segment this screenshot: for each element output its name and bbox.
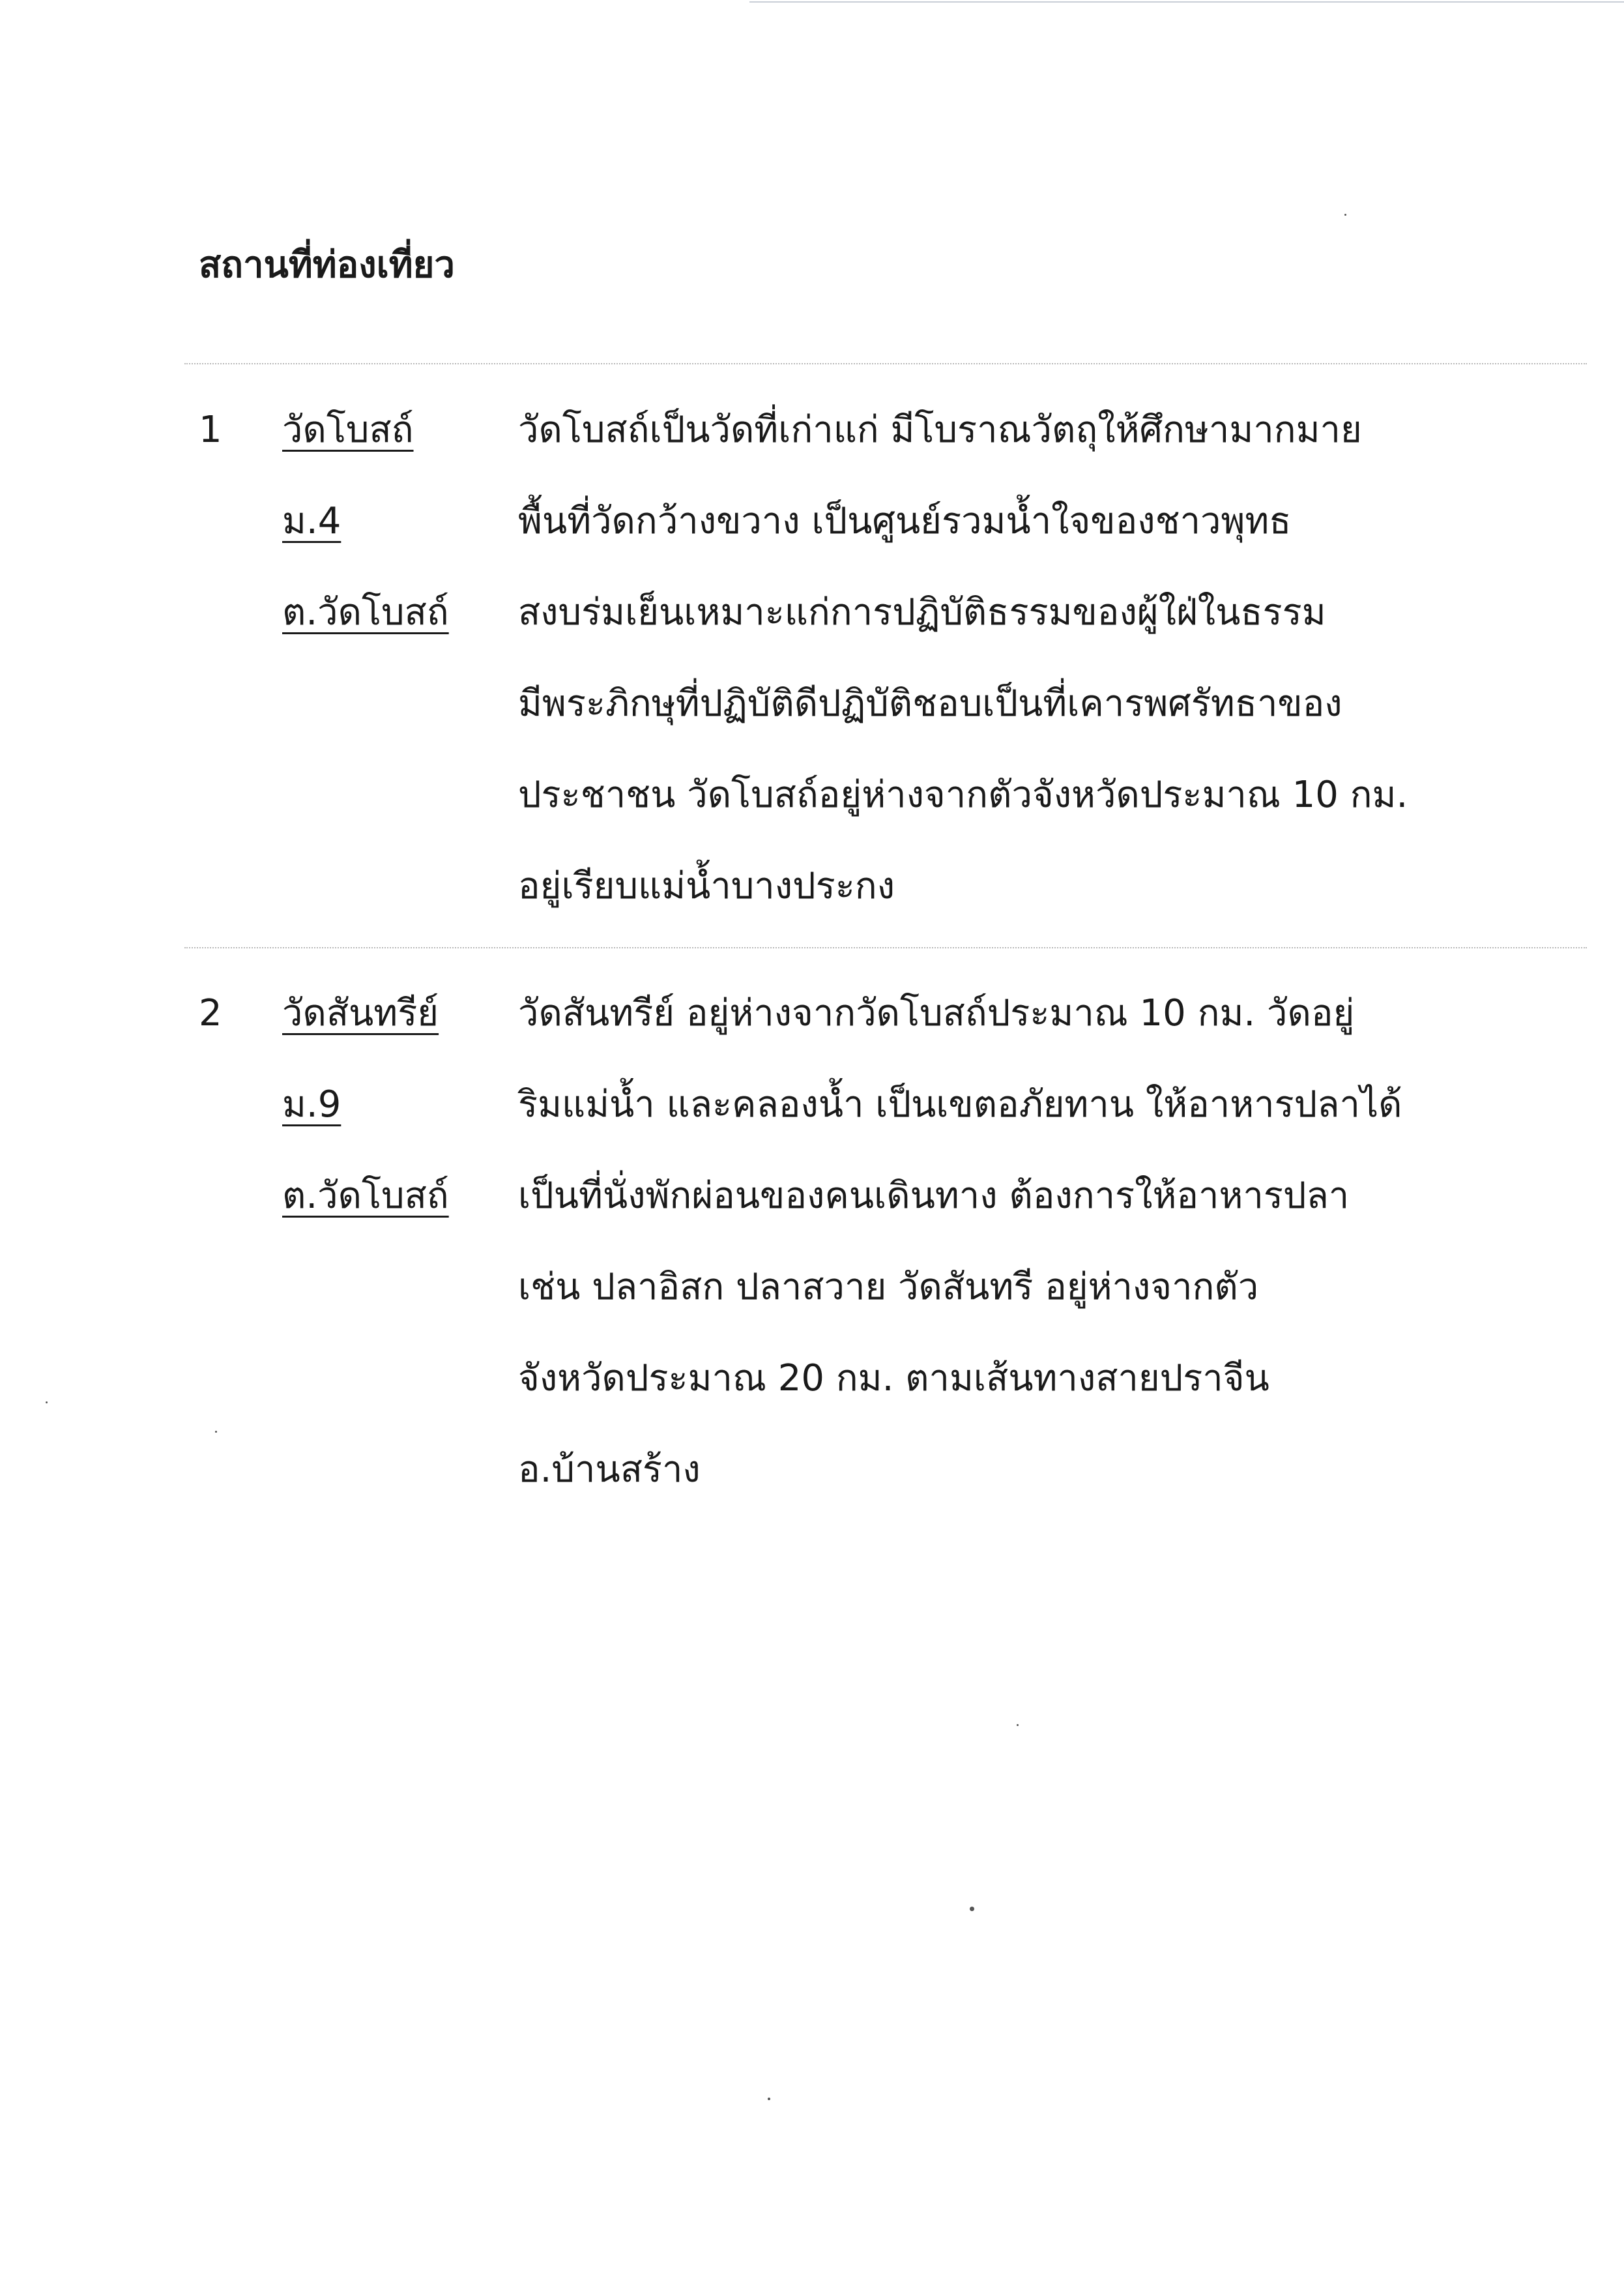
description-line: จังหวัดประมาณ 20 กม. ตามเส้นทางสายปราจีน [518,1357,1269,1399]
scan-speck [1017,1724,1019,1726]
scan-edge-line [749,1,1624,3]
section-divider [184,363,1587,364]
entry-number: 1 [199,409,222,451]
scan-speck [215,1431,217,1433]
description-line: เช่น ปลาอิสก ปลาสวาย วัดสันทรี อยู่ห่างจากตัว [518,1266,1259,1308]
location-village: ม.4 [282,500,341,542]
scan-speck [46,1401,48,1403]
entry-description [518,385,1535,932]
entry-location [282,968,478,1242]
scan-speck [768,2098,770,2100]
location-subdistrict: ต.วัดโบสถ์ [282,1175,449,1217]
description-line: สงบร่มเย็นเหมาะแก่การปฏิบัติธรรมของผู้ใฝ่ในธรรม [518,591,1326,634]
section-divider [184,947,1587,948]
description-line: พื้นที่วัดกว้างขวาง เป็นศูนย์รวมน้ำใจของชาวพุทธ [518,500,1292,542]
entry-description [518,968,1535,1515]
description-line: ริมแม่น้ำ และคลองน้ำ เป็นเขตอภัยทาน ให้อาหารปลาได้ [518,1083,1402,1126]
description-line: วัดโบสถ์เป็นวัดที่เก่าแก่ มีโบราณวัตถุให้ศึกษามากมาย [518,409,1362,451]
description-line: มีพระภิกษุที่ปฏิบัติดีปฏิบัติชอบเป็นที่เคารพศรัทธาของ [518,682,1342,725]
location-name: วัดโบสถ์ [282,409,414,451]
description-line: วัดสันทรีย์ อยู่ห่างจากวัดโบสถ์ประมาณ 10 กม. วัดอยู่ [518,992,1355,1034]
description-line: ประชาชน วัดโบสถ์อยู่ห่างจากตัวจังหวัดประมาณ 10 กม. [518,774,1408,816]
location-name: วัดสันทรีย์ [282,992,439,1034]
entry-location [282,385,478,658]
entry-number: 2 [199,992,222,1034]
description-line: อยู่เรียบแม่น้ำบางประกง [518,865,895,907]
description-line: อ.บ้านสร้าง [518,1448,701,1491]
location-subdistrict: ต.วัดโบสถ์ [282,591,449,634]
location-village: ม.9 [282,1083,341,1126]
page-title: สถานที่ท่องเที่ยว [199,244,455,286]
description-line: เป็นที่นั่งพักผ่อนของคนเดินทาง ต้องการให้อาหารปลา [518,1175,1350,1217]
scan-speck [970,1907,974,1911]
scan-speck [1344,214,1346,216]
